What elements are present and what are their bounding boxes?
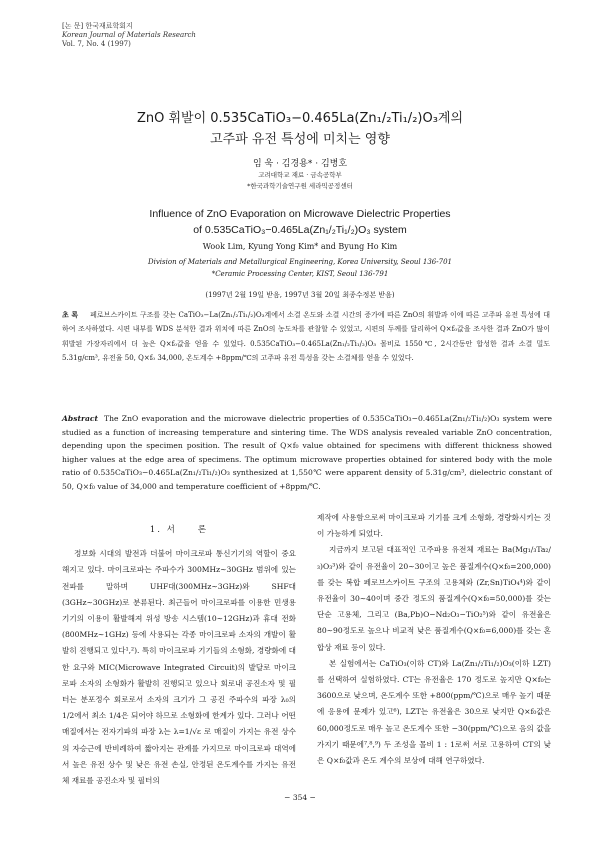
journal-line-1: [논 문] 한국재료학회지 <box>62 22 133 30</box>
journal-line-3: Vol. 7, No. 4 (1997) <box>62 40 131 48</box>
english-affiliation-2: *Ceramic Processing Center, KIST, Seoul 136-791 <box>211 270 389 278</box>
korean-abstract-text: 페로브스카이트 구조를 갖는 CaTiO₃−La(Zn₁/₂Ti₁/₂)O₃계에서 소결 온도와 소결 시간의 증가에 따른 ZnO의 휘발과 이에 따른 고주파 유전 특성에 대하여 조사하였다. 시편 내부를 WDS 분석한 결과 위치에 따른 ZnO의 농도차를 관찰할 수 있었고, 시편의 두께를 달리하여 Q×f₀값을 조사한 결과 ZnO가 많이 휘발된 가장자리에서 더 높은 Q×f₀값을 얻을 수 있었다. 0.535CaTiO₃−0.465La(Zn₁/₂Ti₁/₂)O₃ 몰비로 1550℃, 2시간동안 합성한 결과 소결 밀도 5.31g/cm³, 유전율 50, Q×f₀ 34,000, 온도계수 +8ppm/℃의 고주파 유전 특성을 갖는 소결체를 얻을 수 있었다. <box>62 311 550 363</box>
english-title-line-1: Influence of ZnO Evaporation on Microwave Dielectric Properties <box>149 208 451 220</box>
english-affiliation-1: Division of Materials and Metallurgical Engineering, Korea University, Seoul 136-701 <box>148 258 452 266</box>
right-paragraph-1: 제작에 사용함으로써 마이크로파 기기를 크게 소형화, 경량화시키는 것이 가능하게 되었다. <box>317 513 551 539</box>
right-paragraph-3: 본 실험에서는 CaTiO₃(이하 CT)와 La(Zn₁/₂Ti₁/₂)O₃(이하 LZT)를 선택하여 실험하였다. CT는 유전율은 170 정도로 높지만 Q×f₀는 3600으로 낮으며, 온도계수 또한 +800(ppm/℃)으로 매우 높기 때문에 응용에 문제가 있고⁶), LZT는 유전율은 30으로 낮지만 Q×f₀값은 60,000정도로 매우 높고 온도계수 또한 −30(ppm/℃)으로 음의 값을 가지기 때문에⁷,⁸,⁹) 두 조성을 몰비 1 : 1로써 서로 고용하여 CT의 낮은 Q×f₀값과 온도 계수의 보상에 대해 연구하였다. <box>317 658 551 766</box>
right-paragraph-2: 지금까지 보고된 대표적인 고주파용 유전체 재료는 Ba(Mg₁/₃Ta₂/₃)O₃³)와 같이 유전율이 20∼30이고 높은 품질계수(Q×f₀=200,000)를 갖는 복합 페로브스카이트 구조의 고용체와 (Zr,Sn)TiO₄⁴)와 같이 유전율이 30∼40이며 중간 정도의 품질계수(Q×f₀=50,000)를 갖는 단순 고용체, 그리고 (Ba,Pb)O−Nd₂O₃−TiO₂⁵)와 같이 유전율은 80∼90정도로 높으나 비교적 낮은 품질계수(Q×f₀=6,000)를 갖는 혼합상 재료 등이 있다. <box>317 545 551 652</box>
korean-title <box>0 108 600 150</box>
page-number: − 354 − <box>284 793 316 802</box>
section-title: 1. 서 론 <box>149 525 209 535</box>
journal-line-2: Korean Journal of Materials Research <box>62 31 196 39</box>
english-title <box>0 206 600 238</box>
korean-affiliation-1: 고려대학교 재료 · 금속공학부 <box>258 171 342 179</box>
korean-affiliations <box>0 170 600 192</box>
english-authors: Wook Lim, Kyung Yong Kim* and Byung Ho Kim <box>202 242 398 251</box>
left-paragraph: 정보화 시대의 발전과 더불어 마이크로파 통신기기의 역할이 중요해지고 있다. 마이크로파는 주파수가 300MHz∼30GHz 범위에 있는 전파를 말하며 UHF대(300MHz∼3GHz)와 SHF대(3GHz∼30GHz)로 분류된다. 최근들어 마이크로파를 이용한 민생용 기기의 이용이 활발해져 위성 방송 시스템(10∼12GHz)과 휴대 전화(800MHz∼1GHz) 등에 사용되는 각종 마이크로파 소자의 개발이 활발히 진행되고 있다¹,²). 특히 마이크로파 기기들의 소형화, 경량화에 대한 요구와 MIC(Microwave Integrated Circuit)의 발달로 마이크로파 소자의 소형화가 활발히 진행되고 있으나 회로내 공진소자 및 필터는 분포정수 회로로서 소자의 크기가 그 공진 주파수의 파장 λ₀의 1/2에서 최소 1/4은 되어야 하므로 소형화에 한계가 있다. 그러나 어떤 매질에서는 전자기파의 파장 λ는 λ=1/√ε 로 매질이 가지는 유전 상수의 자승근에 반비례하여 짧아지는 관계를 가지므로 마이크로파 대역에서 높은 유전 상수 및 낮은 유전 손실, 안정된 온도계수를 가지는 유전체 재료를 공진소자 및 필터의 <box>62 549 296 786</box>
korean-abstract <box>62 308 550 366</box>
english-abstract <box>62 412 552 494</box>
korean-title-line-1: ZnO 휘발이 0.535CaTiO₃−0.465La(Zn₁/₂Ti₁/₂)O₃계의 <box>136 111 464 126</box>
english-title-line-2: of 0.535CaTiO₃−0.465La(Zn₁/₂Ti₁/₂)O₃ system <box>193 224 407 236</box>
english-affiliations <box>0 256 600 280</box>
right-column <box>317 510 551 769</box>
korean-abstract-label: 초 록 <box>62 310 79 319</box>
korean-authors: 임 욱 · 김경용* · 김병호 <box>252 159 348 169</box>
english-abstract-text: The ZnO evaporation and the microwave dielectric properties of 0.535CaTiO₃−0.465La(Zn₁/₂Ti₁/₂)O₃ system were studied as a function of increasing temperature and sintering time. The WDS analysis revealed variable ZnO concentration, depending upon the specimen position. The result of Q×f₀ value obtained for specimens with different thickness showed higher values at the edge area of specimens. The optimum microwave properties obtained for sintered body with the mole ratio of 0.535CaTiO₃−0.465La(Zn₁/₂Ti₁/₂)O₃ synthesized at 1,550℃ were apparent density of 5.31g/cm³, dielectric constant of 50, Q×f₀ value of 34,000 and temperature coefficient of +8ppm/℃. <box>62 414 552 491</box>
english-abstract-label: Abstract <box>62 414 99 423</box>
left-column <box>62 510 296 789</box>
journal-header <box>62 22 196 49</box>
korean-affiliation-2: *한국과학기술연구원 세라믹공정센터 <box>247 182 353 190</box>
received-dates: (1997년 2월 19일 받음, 1997년 3월 20일 최종수정본 받음) <box>205 291 395 299</box>
korean-title-line-2: 고주파 유전 특성에 미치는 영향 <box>210 132 390 147</box>
